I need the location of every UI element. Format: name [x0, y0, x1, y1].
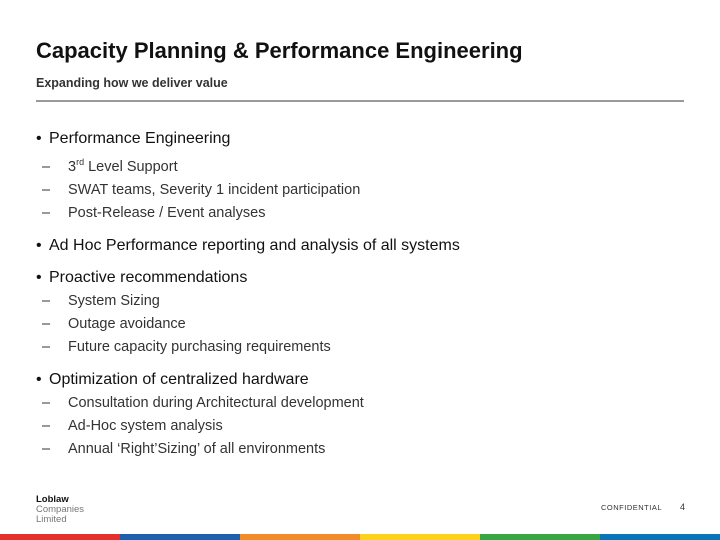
color-segment: [0, 534, 120, 540]
color-segment: [120, 534, 240, 540]
sub-item-superscript: rd: [76, 157, 85, 167]
sub-item-pre: 3: [68, 158, 77, 175]
bullet-group: [36, 235, 686, 257]
dash-icon: –: [42, 417, 51, 434]
sub-item: [36, 202, 686, 225]
sub-item-label: System Sizing: [68, 292, 160, 309]
bullet-label: Proactive recommendations: [49, 268, 248, 286]
dash-icon: –: [42, 204, 51, 221]
sub-item-label: Annual ‘Right’Sizing’ of all environments: [68, 440, 326, 457]
sub-item-label: SWAT teams, Severity 1 incident participation: [68, 181, 361, 198]
bullet-dot-icon: •: [36, 370, 42, 388]
bullet-label: Optimization of centralized hardware: [49, 370, 309, 388]
bullet-item: [36, 128, 686, 150]
logo-line: Loblaw: [36, 494, 69, 505]
sub-item-label: Outage avoidance: [68, 315, 186, 332]
brand-color-bar: [0, 534, 720, 540]
dash-icon: –: [42, 292, 51, 309]
bullet-group: [36, 369, 686, 461]
sub-item: [36, 392, 686, 415]
slide-subtitle: Expanding how we deliver value: [36, 76, 228, 90]
sub-item: [36, 151, 686, 179]
bullet-dot-icon: •: [36, 268, 42, 286]
title-divider: [36, 100, 684, 102]
color-segment: [360, 534, 480, 540]
confidential-label: CONFIDENTIAL: [601, 503, 663, 512]
sub-item: [36, 415, 686, 438]
bullet-group: [36, 128, 686, 225]
bullet-dot-icon: •: [36, 130, 42, 147]
bullet-label: Performance Engineering: [49, 130, 231, 147]
slide-title: Capacity Planning & Performance Engineering: [36, 38, 523, 63]
company-logo: [36, 495, 84, 525]
page-number: 4: [680, 502, 686, 512]
sub-item-label: Ad-Hoc system analysis: [68, 417, 223, 434]
color-segment: [600, 534, 720, 540]
color-segment: [240, 534, 360, 540]
dash-icon: –: [42, 338, 51, 355]
logo-line: Limited: [36, 514, 67, 525]
sub-item: [36, 336, 686, 359]
sub-item-label: Post-Release / Event analyses: [68, 204, 266, 221]
dash-icon: –: [42, 315, 51, 332]
sub-item: [36, 438, 686, 461]
color-segment: [480, 534, 600, 540]
sub-item: [36, 313, 686, 336]
dash-icon: –: [42, 181, 51, 198]
bullet-list: [36, 128, 686, 471]
bullet-dot-icon: •: [36, 236, 42, 254]
sub-item-label: Consultation during Architectural development: [68, 394, 364, 411]
sub-item-post: Level Support: [84, 158, 178, 175]
bullet-label: Ad Hoc Performance reporting and analysis of all systems: [49, 236, 460, 254]
bullet-item: [36, 267, 686, 289]
sub-item-label: Future capacity purchasing requirements: [68, 338, 331, 355]
sub-item: [36, 179, 686, 202]
dash-icon: –: [42, 440, 51, 457]
logo-line: Companies: [36, 504, 85, 515]
bullet-group: [36, 267, 686, 359]
bullet-item: [36, 369, 686, 391]
bullet-item: [36, 235, 686, 257]
dash-icon: –: [42, 394, 51, 411]
sub-item: [36, 290, 686, 313]
dash-icon: –: [42, 158, 51, 175]
